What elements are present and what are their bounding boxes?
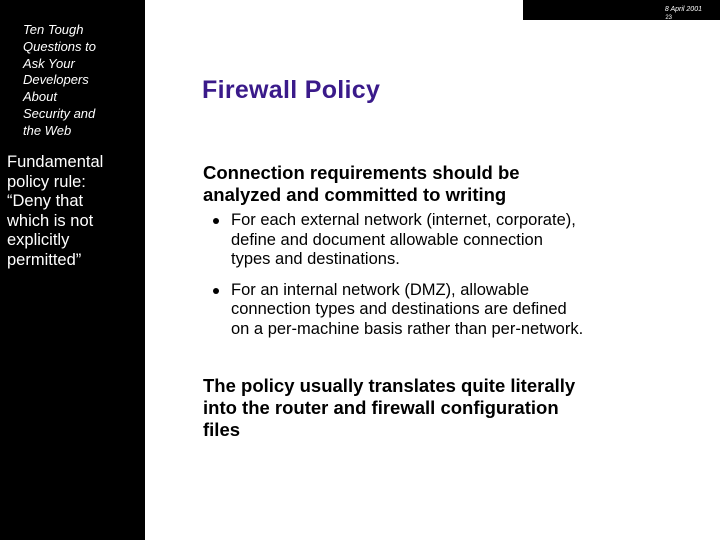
bullet-item	[223, 281, 693, 340]
policy-rule-text	[7, 153, 143, 270]
page-number: 23	[665, 15, 672, 21]
bullet-item	[223, 211, 693, 270]
policy-rule-line: “Deny that	[7, 192, 84, 210]
bullet-dot-icon	[213, 218, 219, 224]
closing-paragraph	[203, 375, 693, 441]
policy-rule-line: which is not	[7, 211, 94, 230]
closing-line: The policy usually translates quite literally	[203, 375, 576, 396]
policy-rule-line: policy rule:	[7, 172, 86, 191]
bullet-line: types and destinations.	[231, 250, 400, 268]
header-bar	[523, 0, 720, 20]
policy-rule-line: permitted”	[7, 250, 82, 269]
series-title	[23, 22, 138, 140]
series-title-line: Ten Tough	[23, 22, 84, 37]
bullet-dot-icon	[213, 288, 219, 294]
series-title-line: Developers	[23, 72, 89, 88]
series-title-line: Questions to	[23, 38, 96, 54]
bullet-line: For each external network (internet, corporate),	[231, 211, 576, 229]
series-title-line: About	[23, 89, 57, 105]
slide-title: Firewall Policy	[202, 76, 381, 104]
policy-rule-line: explicitly	[7, 231, 70, 249]
series-title-line: Ask Your	[23, 55, 75, 71]
intro-line: analyzed and committed to writing	[203, 184, 507, 205]
policy-rule-line: Fundamental	[7, 153, 104, 171]
bullet-line: For an internal network (DMZ), allowable	[231, 280, 530, 299]
bullet-line: define and document allowable connection	[231, 230, 543, 249]
bullet-list	[223, 211, 693, 350]
series-title-line: the Web	[23, 122, 72, 138]
series-title-line: Security and	[23, 105, 96, 121]
slide-content	[145, 0, 720, 540]
closing-line: into the router and firewall configuration	[203, 397, 559, 418]
intro-paragraph	[203, 162, 693, 206]
intro-line: Connection requirements should be	[203, 162, 520, 183]
slide-date: 8 April 2001	[664, 6, 702, 13]
bullet-line: connection types and destinations are defined	[231, 300, 567, 318]
bullet-line: on a per-machine basis rather than per-network.	[231, 319, 584, 338]
closing-line: files	[203, 419, 241, 440]
sidebar	[0, 0, 145, 540]
